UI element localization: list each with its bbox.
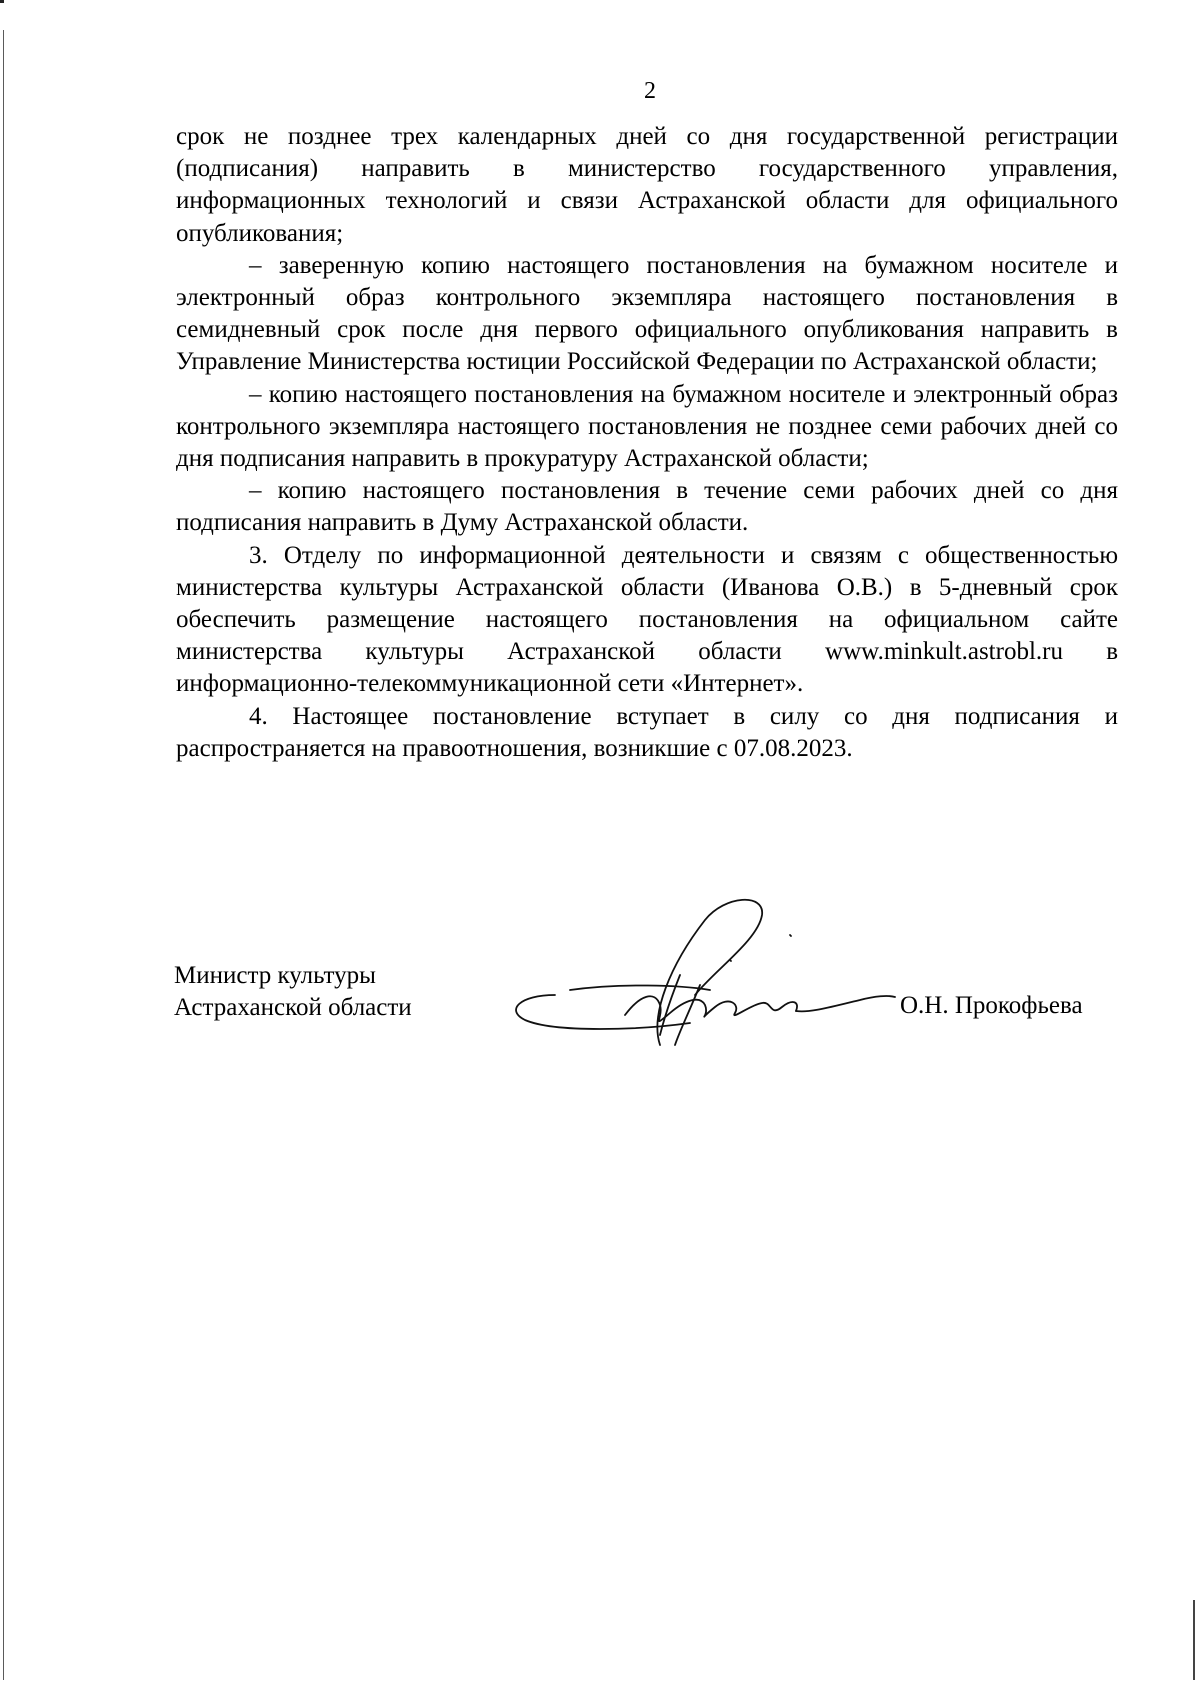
paragraph-continuation: срок не позднее трех календарных дней со дня государственной регистрации (подписания) направить в министерство государственного управления, информационных технологий и связи Астраханской области для официального опубликования; xyxy=(176,123,1118,247)
signatory-title-line-1: Министр культуры xyxy=(174,962,376,989)
scan-artifact-right-edge xyxy=(1193,1600,1195,1680)
paragraph-prosecutor-copy: – копию настоящего постановления на бумажном носителе и электронный образ контрольного экземпляра настоящего постановления не позднее семи рабочих дней со дня подписания направить в прокуратуру Астраханской области; xyxy=(176,380,1118,473)
document-body xyxy=(176,121,1118,765)
signatory-title-line-2: Астраханской области xyxy=(174,994,412,1021)
paragraph-certified-copy: – заверенную копию настоящего постановления на бумажном носителе и электронный образ контрольного экземпляра настоящего постановления в семидневный срок после дня первого официального опубликования направить в Управление Министерства юстиции Российской Федерации по Астраханской области; xyxy=(176,251,1118,376)
paragraph-item-3: 3. Отделу по информационной деятельности и связям с общественностью министерства культуры Астраханской области (Иванова О.В.) в 5-дневный срок обеспечить размещение настоящего постановления на официальном сайте министерства культуры Астраханской области www.minkult.astrobl.ru в информационно-телекоммуникационной сети «Интернет». xyxy=(176,541,1118,698)
handwritten-signature xyxy=(500,895,900,1070)
signatory-title xyxy=(174,960,412,1024)
signatory-name: О.Н. Прокофьева xyxy=(900,992,1083,1019)
scan-artifact-top xyxy=(0,0,4,3)
paragraph-item-4: 4. Настоящее постановление вступает в силу со дня подписания и распространяется на правоотношения, возникшие с 07.08.2023. xyxy=(176,702,1118,762)
scan-artifact-left-edge xyxy=(3,30,4,1680)
page-number: 2 xyxy=(644,78,656,104)
paragraph-duma-copy: – копию настоящего постановления в течение семи рабочих дней со дня подписания направить в Думу Астраханской области. xyxy=(176,477,1118,537)
